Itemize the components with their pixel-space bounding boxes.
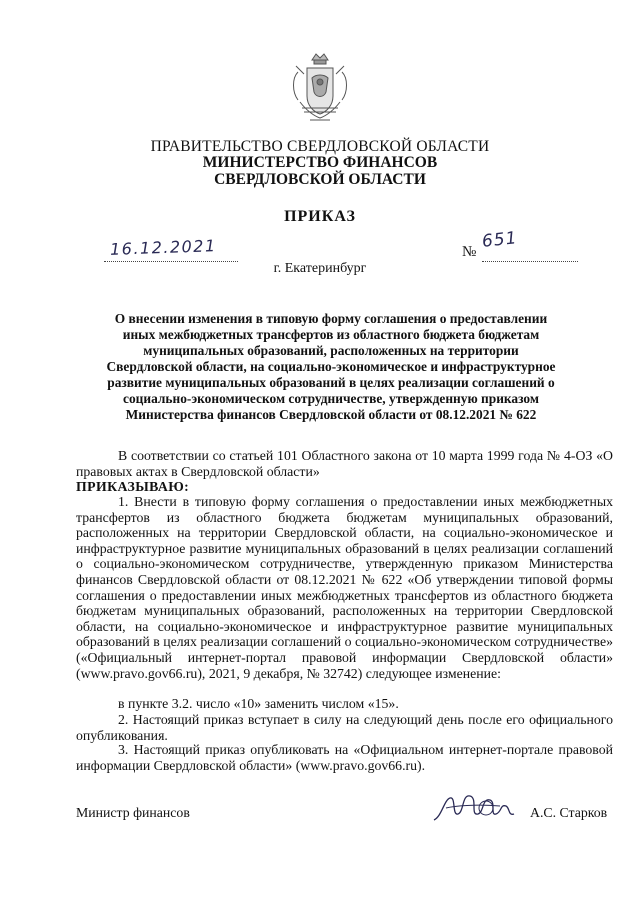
- document-subject: О внесении изменения в типовую форму соглашения о предоставлении иных межбюджетных трансфертов из областного бюджета бюджетам муниципальных образований, расположенных на территории Свердловской области, на социально-экономическое и инфраструктурное развитие муниципальных образований в целях реализации соглашений о социально-экономическом сотрудничестве, утвержденную приказом Министерства финансов Свердловской области от 08.12.2021 № 622: [106, 311, 556, 422]
- number-label: №: [462, 244, 477, 260]
- signatory-title: Министр финансов: [76, 805, 190, 820]
- ministry-name-line1: МИНИСТЕРСТВО ФИНАНСОВ: [202, 154, 438, 171]
- item-3-paragraph: 3. Настоящий приказ опубликовать на «Официальном интернет-портале правовой информации Свердловской области» (www.pravo.gov66.ru).: [76, 742, 613, 773]
- item-2-paragraph: 2. Настоящий приказ вступает в силу на следующий день после его официального опубликования.: [76, 712, 613, 743]
- decree-word: ПРИКАЗЫВАЮ:: [76, 479, 190, 494]
- government-name: ПРАВИТЕЛЬСТВО СВЕРДЛОВСКОЙ ОБЛАСТИ: [150, 138, 490, 155]
- coat-of-arms-emblem: [290, 52, 350, 126]
- ministry-name-line2: СВЕРДЛОВСКОЙ ОБЛАСТИ: [214, 171, 426, 188]
- document-date: 16.12.2021: [109, 236, 217, 259]
- item-1-subparagraph: в пункте 3.2. число «10» заменить числом «15».: [118, 696, 399, 711]
- document-number: 651: [481, 228, 519, 252]
- item-1-paragraph: 1. Внести в типовую форму соглашения о предоставлении иных межбюджетных трансфертов из областного бюджета бюджетам муниципальных образований, расположенных на территории Свердловской области, на социально-экономическое и инфраструктурное развитие муниципальных образований в целях реализации соглашений о социально-экономическом сотрудничестве, утвержденную приказом Министерства финансов Свердловской области от 08.12.2021 № 622 «Об утверждении типовой формы соглашения о предоставлении иных межбюджетных трансфертов из областного бюджета бюджетам муниципальных образований, расположенных на территории Свердловской области, на социально-экономическое и инфраструктурное развитие муниципальных образований в целях реализации соглашений о социально-экономическом сотрудничестве» («Официальный интернет-портал правовой информации Свердловской области» (www.pravo.gov66.ru), 2021, 9 декабря, № 32742) следующее изменение:: [76, 494, 613, 681]
- handwritten-signature: [430, 786, 520, 828]
- city: г. Екатеринбург: [273, 261, 367, 276]
- intro-paragraph: В соответствии со статьей 101 Областного закона от 10 марта 1999 года № 4-ОЗ «О правовых актах в Свердловской области»: [76, 448, 613, 479]
- document-type-title: ПРИКАЗ: [284, 208, 356, 225]
- signatory-name: А.С. Старков: [530, 805, 608, 820]
